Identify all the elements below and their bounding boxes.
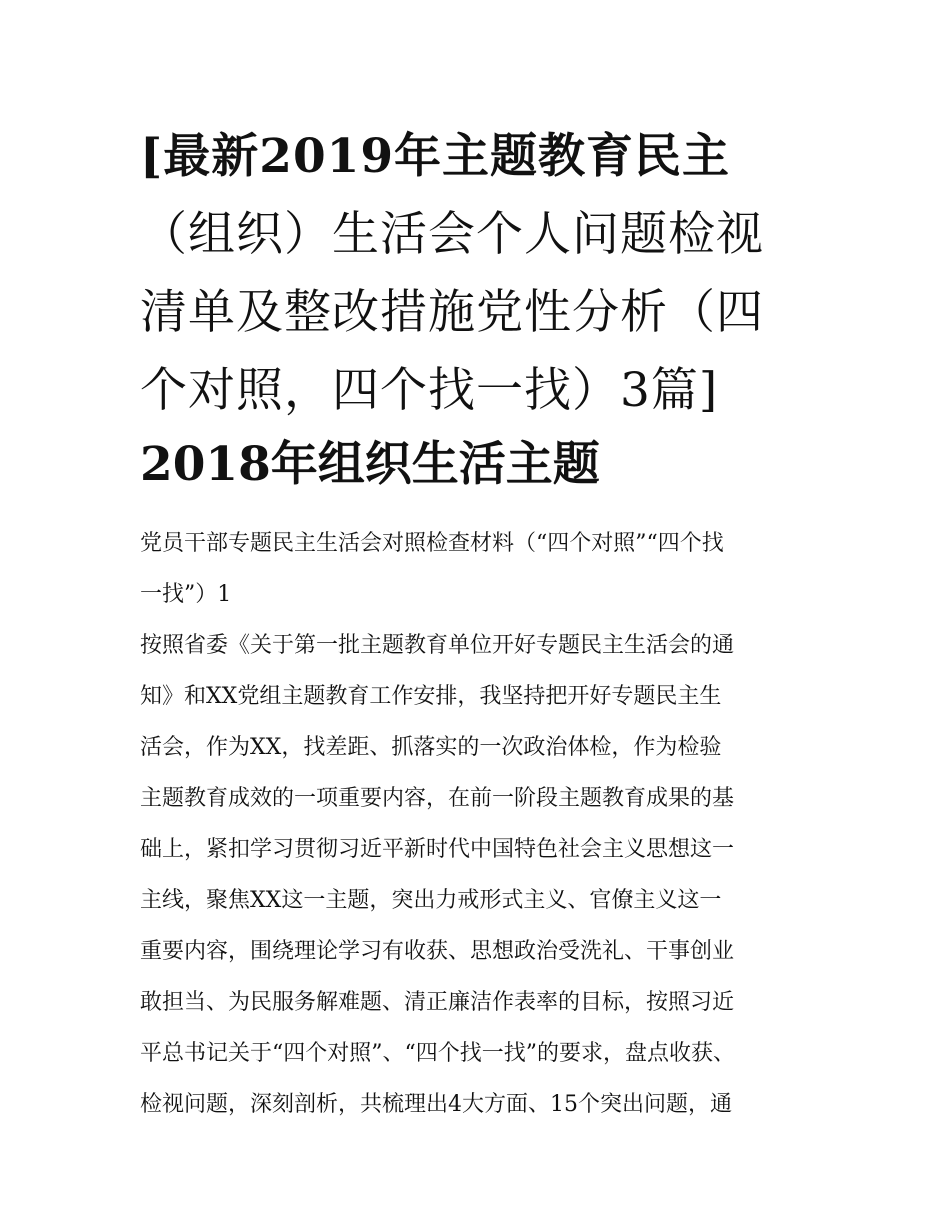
- body-line: 一找”）1: [140, 582, 232, 607]
- title-line-4: 个对照，四个找一找）3篇]: [140, 363, 719, 418]
- document-title: [140, 118, 820, 430]
- document-body: [140, 518, 820, 1130]
- document-subtitle: 2018年组织生活主题: [140, 437, 600, 492]
- body-line: 检视问题，深刻剖析，共梳理出4大方面、15个突出问题，通: [140, 1092, 732, 1117]
- title-line-3: 清单及整改措施党性分析（四: [140, 285, 764, 340]
- document-page: [140, 118, 820, 1130]
- body-line: 础上，紧扣学习贯彻习近平新时代中国特色社会主义思想这一: [140, 837, 735, 862]
- body-line: 主线，聚焦XX这一主题，突出力戒形式主义、官僚主义这一: [140, 888, 722, 913]
- body-line: 重要内容，围绕理论学习有收获、思想政治受洗礼、干事创业: [140, 939, 735, 964]
- body-line: 党员干部专题民主生活会对照检查材料（“四个对照”“四个找: [140, 531, 724, 556]
- body-line: 主题教育成效的一项重要内容，在前一阶段主题教育成果的基: [140, 786, 735, 811]
- body-line: 敢担当、为民服务解难题、清正廉洁作表率的目标，按照习近: [140, 990, 735, 1015]
- title-line-2: （组织）生活会个人问题检视: [140, 207, 764, 262]
- body-line: 按照省委《关于第一批主题教育单位开好专题民主生活会的通: [140, 633, 735, 658]
- body-line: 活会，作为XX，找差距、抓落实的一次政治体检，作为检验: [140, 735, 722, 760]
- body-line: 知》和XX党组主题教育工作安排，我坚持把开好专题民主生: [140, 684, 722, 709]
- title-line-1: [最新2019年主题教育民主: [140, 129, 731, 184]
- body-line: 平总书记关于“四个对照”、“四个找一找”的要求，盘点收获、: [140, 1041, 735, 1066]
